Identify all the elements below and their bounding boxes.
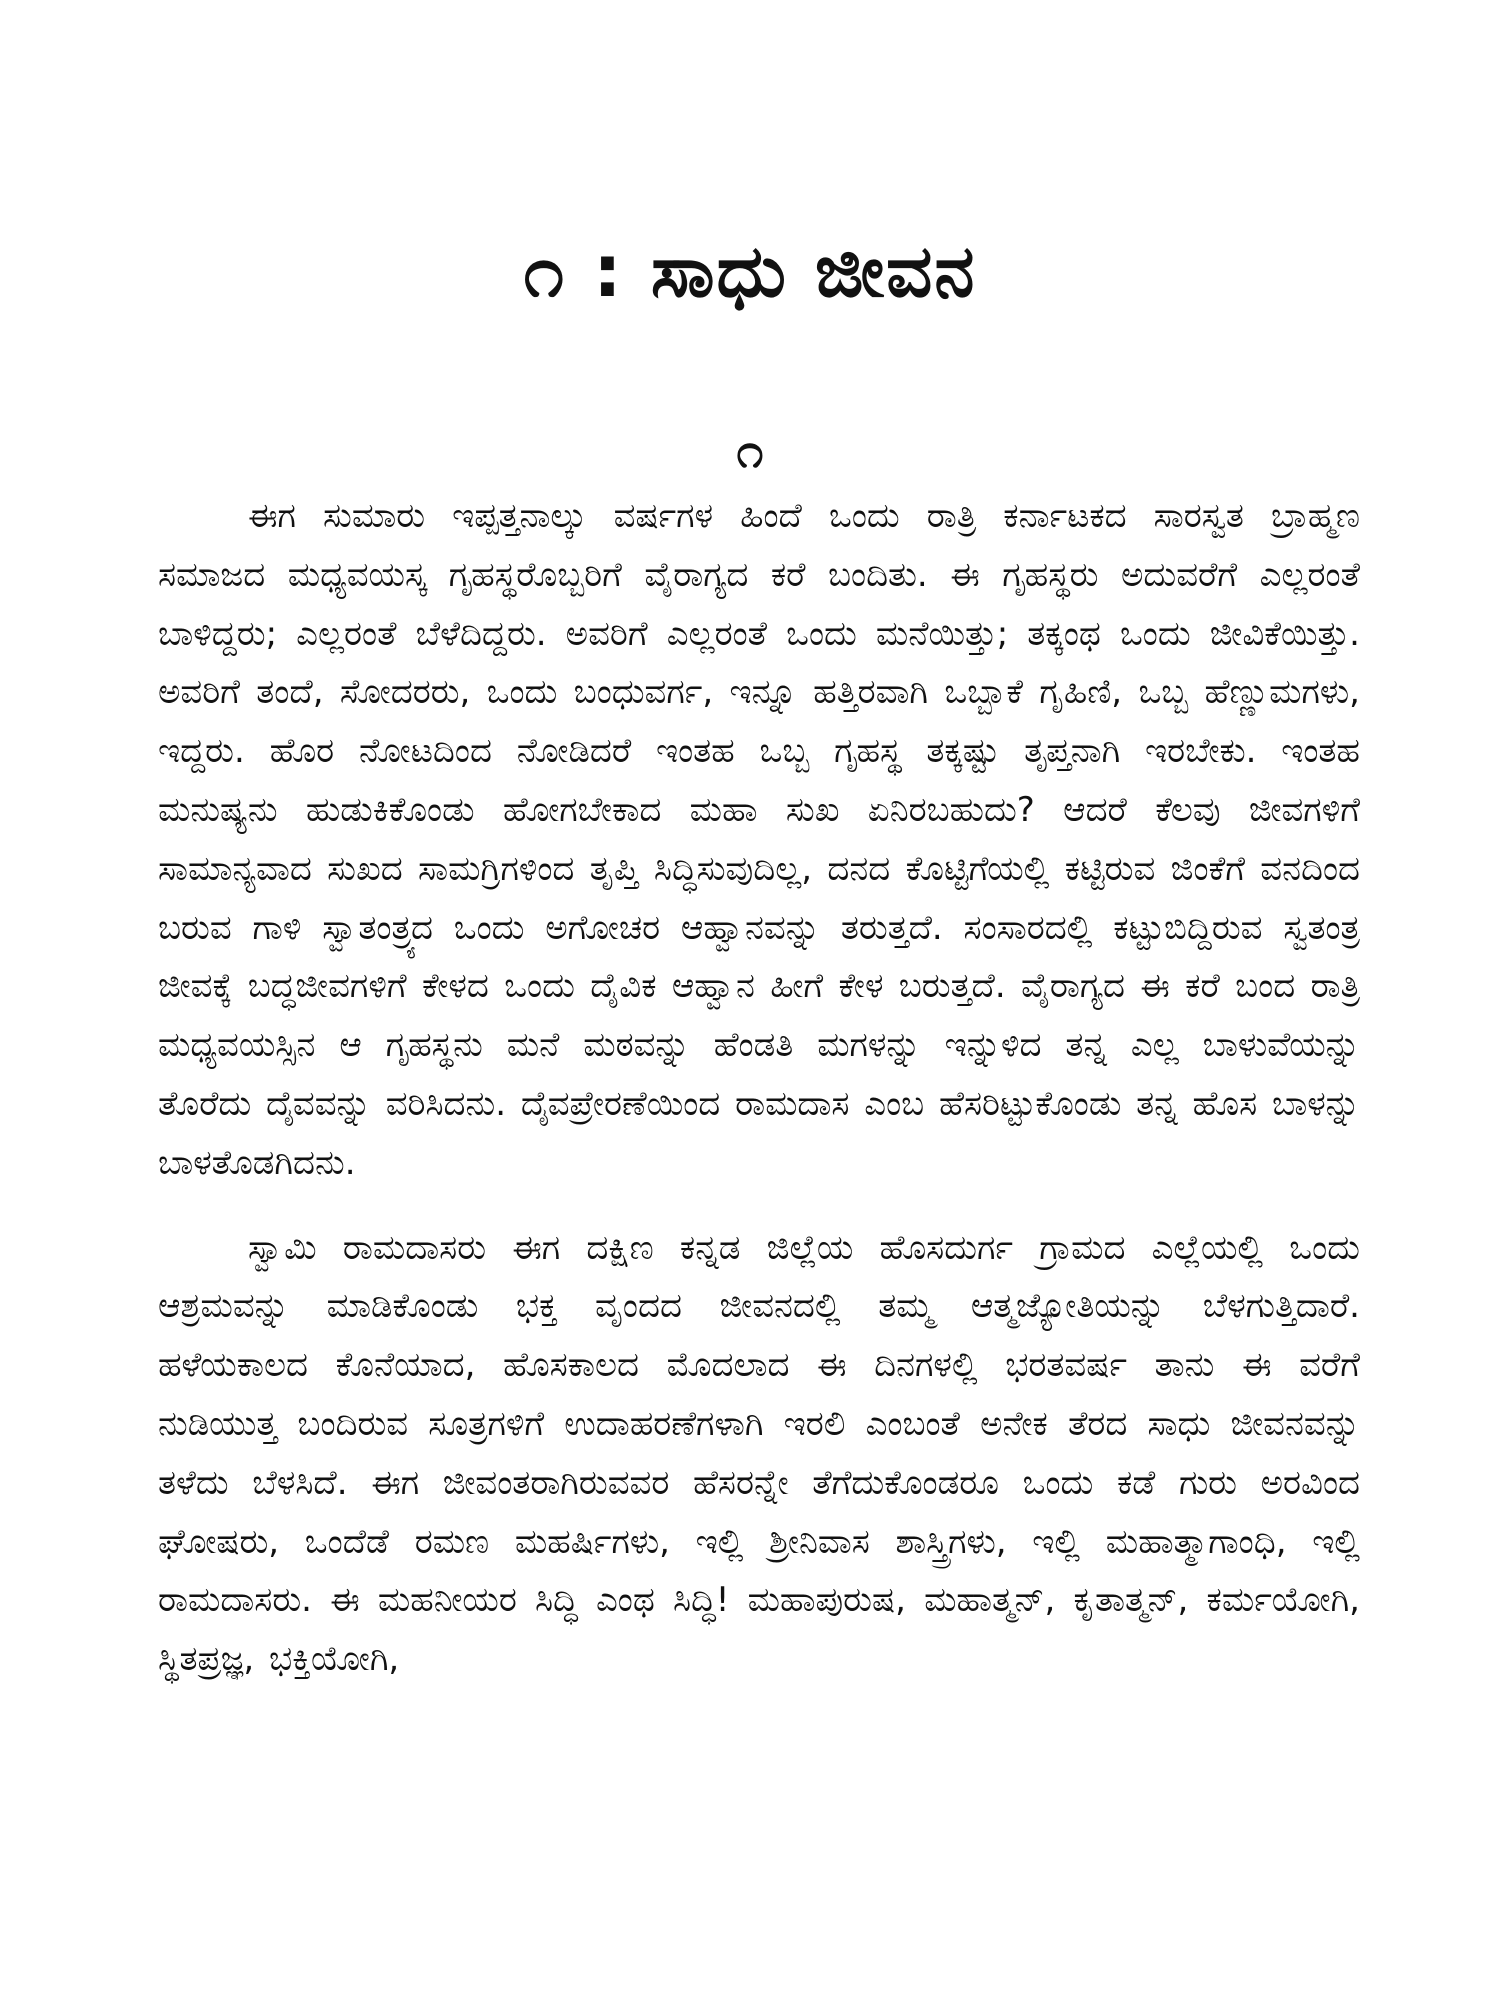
body-text <box>158 487 1360 1689</box>
chapter-title: ೧ : ಸಾಧು ಜೀವನ <box>523 229 977 313</box>
paragraph-1: ಈಗ ಸುಮಾರು ಇಪ್ಪತ್ತನಾಲ್ಕು ವರ್ಷಗಳ ಹಿಂದೆ ಒಂದು ರಾತ್ರಿ ಕರ್ನಾಟಕದ ಸಾರಸ್ವತ ಬ್ರಾಹ್ಮಣ ಸಮಾಜದ ಮಧ್ಯವಯಸ್ಕ ಗೃಹಸ್ಥರೊಬ್ಬರಿಗೆ ವೈರಾಗ್ಯದ ಕರೆ ಬಂದಿತು. ಈ ಗೃಹಸ್ಥರು ಅದುವರೆಗೆ ಎಲ್ಲರಂತೆ ಬಾಳಿದ್ದರು; ಎಲ್ಲರಂತೆ ಬೆಳೆದಿದ್ದರು. ಅವರಿಗೆ ಎಲ್ಲರಂತೆ ಒಂದು ಮನೆಯಿತ್ತು; ತಕ್ಕಂಥ ಒಂದು ಜೀವಿಕೆಯಿತ್ತು. ಅವರಿಗೆ ತಂದೆ, ಸೋದರರು, ಒಂದು ಬಂಧುವರ್ಗ, ಇನ್ನೂ ಹತ್ತಿರವಾಗಿ ಒಬ್ಬಾಕೆ ಗೃಹಿಣಿ, ಒಬ್ಬ ಹೆಣ್ಣುಮಗಳು, ಇದ್ದರು. ಹೊರ ನೋಟದಿಂದ ನೋಡಿದರೆ ಇಂತಹ ಒಬ್ಬ ಗೃಹಸ್ಥ ತಕ್ಕಷ್ಟು ತೃಪ್ತನಾಗಿ ಇರಬೇಕು. ಇಂತಹ ಮನುಷ್ಯನು ಹುಡುಕಿಕೊಂಡು ಹೋಗಬೇಕಾದ ಮಹಾ ಸುಖ ಏನಿರಬಹುದು? ಆದರೆ ಕೆಲವು ಜೀವಗಳಿಗೆ ಸಾಮಾನ್ಯವಾದ ಸುಖದ ಸಾಮಗ್ರಿಗಳಿಂದ ತೃಪ್ತಿ ಸಿದ್ಧಿಸುವುದಿಲ್ಲ, ದನದ ಕೊಟ್ಟಿಗೆಯಲ್ಲಿ ಕಟ್ಟಿರುವ ಜಿಂಕೆಗೆ ವನದಿಂದ ಬರುವ ಗಾಳಿ ಸ್ವಾತಂತ್ರ್ಯದ ಒಂದು ಅಗೋಚರ ಆಹ್ವಾನವನ್ನು ತರುತ್ತದೆ. ಸಂಸಾರದಲ್ಲಿ ಕಟ್ಟುಬಿದ್ದಿರುವ ಸ್ವತಂತ್ರ ಜೀವಕ್ಕೆ ಬದ್ಧಜೀವಗಳಿಗೆ ಕೇಳದ ಒಂದು ದೈವಿಕ ಆಹ್ವಾನ ಹೀಗೆ ಕೇಳ ಬರುತ್ತದೆ. ವೈರಾಗ್ಯದ ಈ ಕರೆ ಬಂದ ರಾತ್ರಿ ಮಧ್ಯವಯಸ್ಸಿನ ಆ ಗೃಹಸ್ಥನು ಮನೆ ಮಠವನ್ನು ಹೆಂಡತಿ ಮಗಳನ್ನು ಇನ್ನುಳಿದ ತನ್ನ ಎಲ್ಲ ಬಾಳುವೆಯನ್ನು ತೊರೆದು ದೈವವನ್ನು ವರಿಸಿದನು. ದೈವಪ್ರೇರಣೆಯಿಂದ ರಾಮದಾಸ ಎಂಬ ಹೆಸರಿಟ್ಟುಕೊಂಡು ತನ್ನ ಹೊಸ ಬಾಳನ್ನು ಬಾಳತೊಡಗಿದನು. <box>158 496 1360 1183</box>
paragraph-2: ಸ್ವಾಮಿ ರಾಮದಾಸರು ಈಗ ದಕ್ಷಿಣ ಕನ್ನಡ ಜಿಲ್ಲೆಯ ಹೊಸದುರ್ಗ ಗ್ರಾಮದ ಎಲ್ಲೆಯಲ್ಲಿ ಒಂದು ಆಶ್ರಮವನ್ನು ಮಾಡಿಕೊಂಡು ಭಕ್ತ ವೃಂದದ ಜೀವನದಲ್ಲಿ ತಮ್ಮ ಆತ್ಮಜ್ಯೋತಿಯನ್ನು ಬೆಳಗುತ್ತಿದಾರೆ. ಹಳೆಯಕಾಲದ ಕೊನೆಯಾದ, ಹೊಸಕಾಲದ ಮೊದಲಾದ ಈ ದಿನಗಳಲ್ಲಿ ಭರತವರ್ಷ ತಾನು ಈ ವರೆಗೆ ನುಡಿಯುತ್ತ ಬಂದಿರುವ ಸೂತ್ರಗಳಿಗೆ ಉದಾಹರಣೆಗಳಾಗಿ ಇರಲಿ ಎಂಬಂತೆ ಅನೇಕ ತೆರದ ಸಾಧು ಜೀವನವನ್ನು ತಳೆದು ಬೆಳಸಿದೆ. ಈಗ ಜೀವಂತರಾಗಿರುವವರ ಹೆಸರನ್ನೇ ತೆಗೆದುಕೊಂಡರೂ ಒಂದು ಕಡೆ ಗುರು ಅರವಿಂದ ಘೋಷರು, ಒಂದೆಡೆ ರಮಣ ಮಹರ್ಷಿಗಳು, ಇಲ್ಲಿ ಶ್ರೀನಿವಾಸ ಶಾಸ್ತ್ರಿಗಳು, ಇಲ್ಲಿ ಮಹಾತ್ಮಾಗಾಂಧಿ, ಇಲ್ಲಿ ರಾಮದಾಸರು. ಈ ಮಹನೀಯರ ಸಿದ್ಧಿ ಎಂಥ ಸಿದ್ಧಿ! ಮಹಾಪುರುಷ, ಮಹಾತ್ಮನ್, ಕೃತಾತ್ಮನ್, ಕರ್ಮಯೋಗಿ, ಸ್ಥಿತಪ್ರಜ್ಞ, ಭಕ್ತಿಯೋಗಿ, <box>158 1227 1360 1680</box>
section-number: ೧ <box>736 423 764 479</box>
